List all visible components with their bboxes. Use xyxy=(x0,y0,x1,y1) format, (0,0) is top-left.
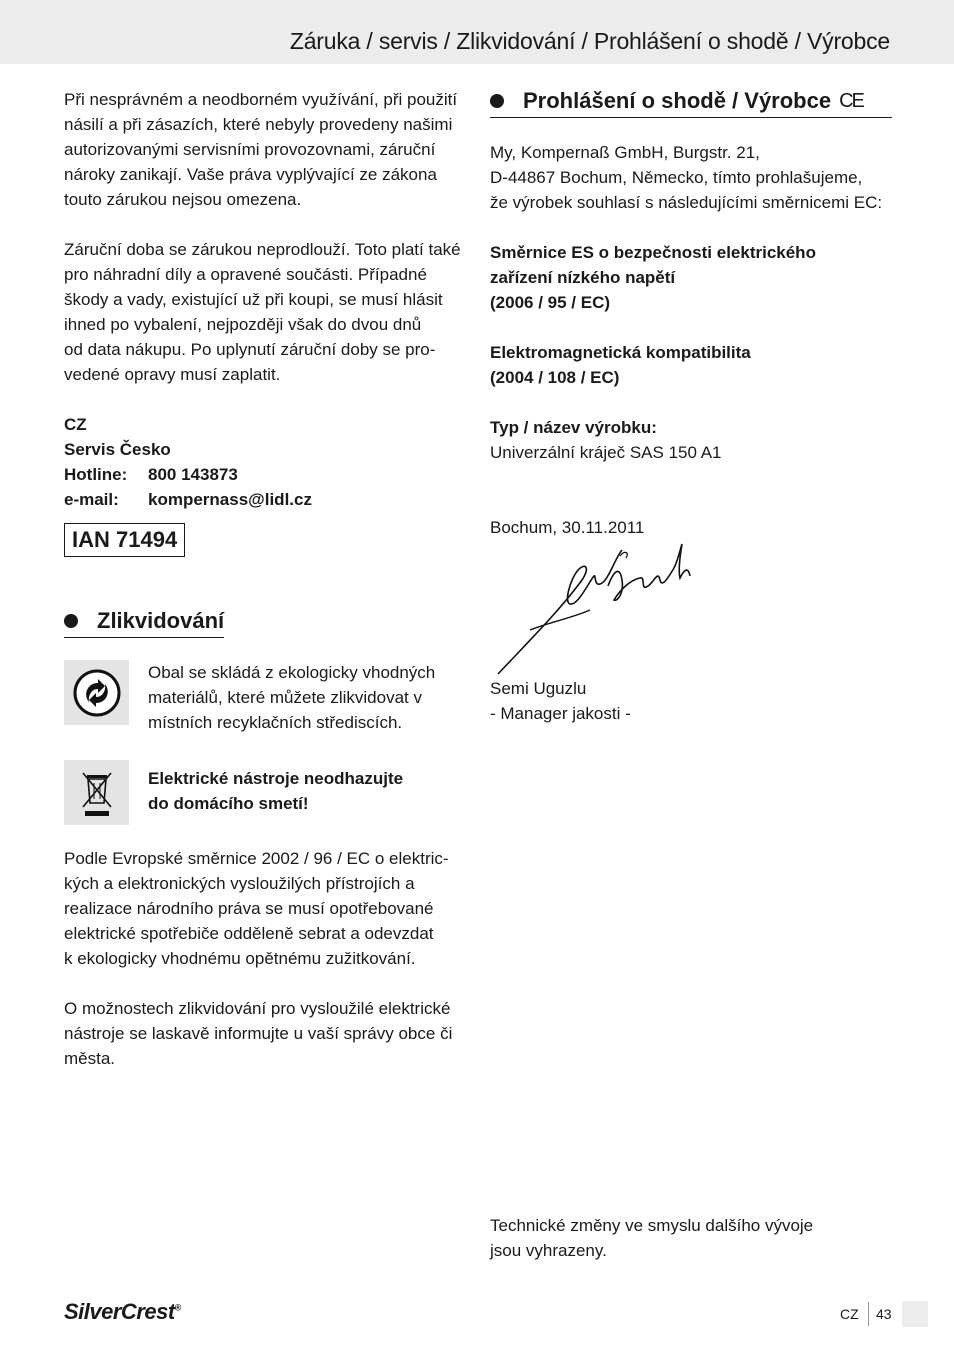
text-line: od data nákupu. Po uplynutí záruční doby se pro- xyxy=(64,340,436,359)
directive-low-voltage xyxy=(490,240,892,315)
ian-box: IAN 71494 xyxy=(64,523,185,557)
signer-name: Semi Uguzlu xyxy=(490,679,587,698)
text-line: touto zárukou nejsou omezena. xyxy=(64,190,302,209)
text-line: Obal se skládá z ekologicky vhodných xyxy=(148,663,436,682)
place-date: Bochum, 30.11.2011 xyxy=(490,518,645,537)
text-line: že výrobek souhlasí s následujícími směrnicemi EC: xyxy=(490,193,883,212)
signature-image xyxy=(490,540,710,680)
dispose-heading xyxy=(64,607,224,638)
text-line: Směrnice ES o bezpečnosti elektrického xyxy=(490,243,816,262)
recycle-icon xyxy=(64,660,129,725)
conformity-heading-text: Prohlášení o shodě / Výrobce xyxy=(523,88,832,113)
weee-bin-icon xyxy=(64,760,129,825)
warranty-paragraph-1 xyxy=(64,87,466,212)
text-line: realizace národního práva se musí opotřebované xyxy=(64,899,434,918)
text-line: D-44867 Bochum, Německo, tímto prohlašujeme, xyxy=(490,168,863,187)
text-line: elektrické spotřebiče odděleně sebrat a odevzdat xyxy=(64,924,434,943)
text-line: nároky zanikají. Vaše práva vyplývající ze zákona xyxy=(64,165,437,184)
bullet-icon xyxy=(64,614,78,628)
text-line: kých a elektronických vysloužilých přístrojích a xyxy=(64,874,415,893)
text-line: vedené opravy musí zaplatit. xyxy=(64,365,281,384)
page-tab-marker xyxy=(902,1301,928,1327)
warranty-paragraph-2 xyxy=(64,237,466,387)
disposal-paragraph-2 xyxy=(64,996,466,1071)
dispose-heading-text: Zlikvidování xyxy=(97,608,225,633)
right-column xyxy=(490,87,892,726)
contact-service: Servis Česko xyxy=(64,440,171,459)
registered-mark: ® xyxy=(174,1302,181,1313)
text-line: násilí a při zásazích, které nebyly provedeny našimi xyxy=(64,115,453,134)
page-title: Záruka / servis / Zlikvidování / Prohlášení o shodě / Výrobce xyxy=(289,28,890,54)
ce-mark-icon: CE xyxy=(839,90,863,112)
text-line: pro náhradní díly a opravené součásti. Případné xyxy=(64,265,427,284)
technical-changes-note xyxy=(490,1213,850,1263)
text-line: (2004 / 108 / EC) xyxy=(490,368,620,387)
header-bar xyxy=(0,0,954,64)
text-line: Záruční doba se zárukou neprodlouží. Toto platí také xyxy=(64,240,461,259)
email-label: e-mail: xyxy=(64,490,119,509)
footer-divider xyxy=(868,1302,869,1326)
text-line: jsou vyhrazeny. xyxy=(490,1241,607,1260)
text-line: do domácího smetí! xyxy=(148,794,309,813)
text-line: My, Kompernaß GmbH, Burgstr. 21, xyxy=(490,143,760,162)
brand-logo xyxy=(64,1299,181,1325)
recycle-text xyxy=(148,660,435,735)
text-line: k ekologicky vhodnému opětnému zužitkování. xyxy=(64,949,416,968)
hotline-label: Hotline: xyxy=(64,465,128,484)
text-line: ihned po vybalení, nejpozději však do dvou dnů xyxy=(64,315,422,334)
recycle-row xyxy=(64,660,466,735)
conformity-heading xyxy=(490,87,892,118)
weee-text xyxy=(148,766,403,825)
text-line: Technické změny ve smyslu dalšího vývoje xyxy=(490,1216,814,1235)
left-column xyxy=(64,87,466,1071)
declaration-intro xyxy=(490,140,892,215)
text-line: místních recyklačních střediscích. xyxy=(148,713,403,732)
signer-role: - Manager jakosti - xyxy=(490,704,631,723)
text-line: (2006 / 95 / EC) xyxy=(490,293,611,312)
text-line: Při nesprávném a neodborném využívání, při použití xyxy=(64,90,458,109)
product-type-label: Typ / název výrobku: xyxy=(490,418,657,437)
service-contact xyxy=(64,412,466,512)
text-line: zařízení nízkého napětí xyxy=(490,268,676,287)
text-line: škody a vady, existující už při koupi, se musí hlásit xyxy=(64,290,443,309)
text-line: autorizovanými servisními provozovnami, záruční xyxy=(64,140,436,159)
product-type-value: Univerzální kráječ SAS 150 A1 xyxy=(490,443,722,462)
text-line: Elektrické nástroje neodhazujte xyxy=(148,769,404,788)
bullet-icon xyxy=(490,94,504,108)
text-line: Podle Evropské směrnice 2002 / 96 / EC o elektric- xyxy=(64,849,449,868)
product-type xyxy=(490,415,892,465)
weee-row xyxy=(64,760,466,825)
contact-country: CZ xyxy=(64,415,87,434)
hotline-row xyxy=(64,462,466,487)
disposal-paragraph-1 xyxy=(64,846,466,971)
text-line: Elektromagnetická kompatibilita xyxy=(490,343,751,362)
text-line: města. xyxy=(64,1049,116,1068)
text-line: materiálů, které můžete zlikvidovat v xyxy=(148,688,422,707)
text-line: nástroje se laskavě informujte u vaší správy obce či xyxy=(64,1024,453,1043)
hotline-value: 800 143873 xyxy=(148,465,238,484)
page-number: 43 xyxy=(876,1306,892,1322)
text-line: O možnostech zlikvidování pro vysloužilé elektrické xyxy=(64,999,451,1018)
page-language: CZ xyxy=(840,1306,859,1322)
email-value: kompernass@lidl.cz xyxy=(148,490,312,509)
brand-logo-text: SilverCrest xyxy=(64,1299,175,1324)
directive-emc xyxy=(490,340,892,390)
email-row xyxy=(64,487,466,512)
